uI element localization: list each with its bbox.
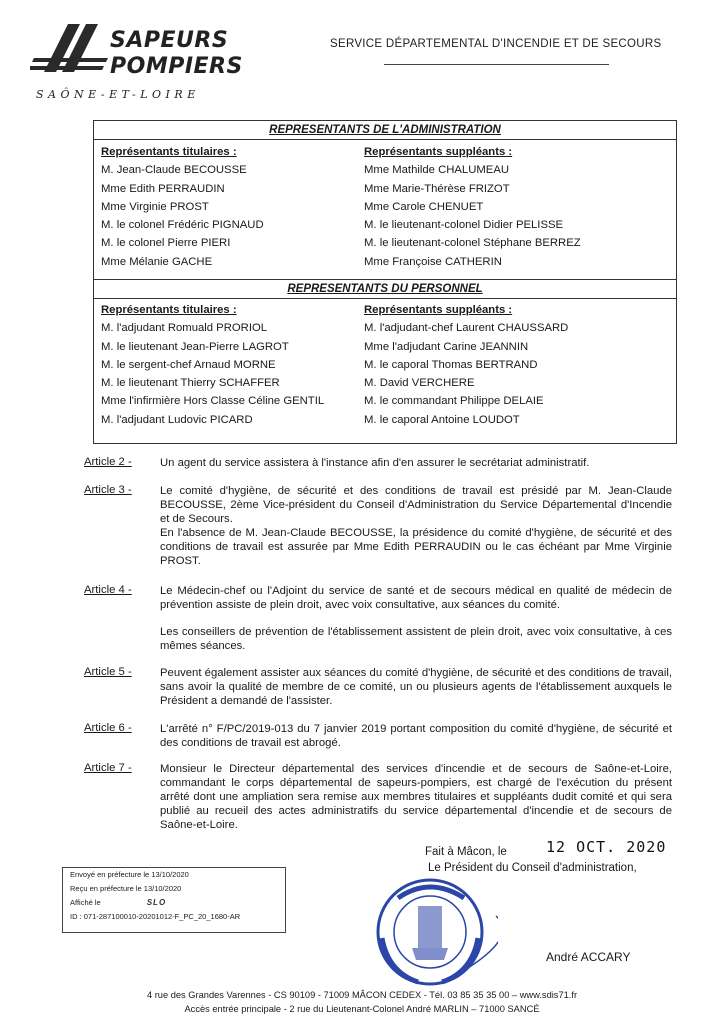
prefecture-received: Reçu en préfecture le 13/10/2020 <box>70 884 182 893</box>
signatory-name: André ACCARY <box>546 950 631 964</box>
article-paragraph: Le comité d'hygiène, de sécurité et des conditions de travail est présidé par M. Jean-Claude BECOUSSE, 2ème Vice-président du Conseil d'Administration du Service Départemental d'Incendie et de Secours. <box>160 485 672 525</box>
logo-text-pompiers: POMPIERS <box>110 54 243 79</box>
table-row: Mme Françoise CATHERIN <box>364 255 502 268</box>
article-3-text <box>160 484 672 568</box>
personnel-titulaires-column <box>101 301 324 429</box>
article-4-label: Article 4 - <box>84 584 132 596</box>
table-row: M. le lieutenant Jean-Pierre LAGROT <box>101 340 289 353</box>
table-row: Mme l'infirmière Hors Classe Céline GENTIL <box>101 395 325 408</box>
signature-place: Fait à Mâcon, le <box>425 846 507 858</box>
table-row: M. David VERCHERE <box>364 377 475 390</box>
table-row: M. l'adjudant-chef Laurent CHAUSSARD <box>364 322 569 335</box>
admin-suppleants-label: Représentants suppléants : <box>364 146 513 158</box>
personnel-suppleants-label: Représentants suppléants : <box>364 304 513 316</box>
prefecture-sent: Envoyé en préfecture le 13/10/2020 <box>70 870 189 879</box>
official-stamp-icon <box>368 876 498 988</box>
article-paragraph: Un agent du service assistera à l'instance afin d'en assurer le secrétariat administratif. <box>160 457 590 469</box>
prefecture-posted-label: Affiché le <box>70 898 101 907</box>
article-5-label: Article 5 - <box>84 666 132 678</box>
article-2-label: Article 2 - <box>84 456 132 468</box>
service-underline <box>384 64 609 65</box>
table-row: Mme Virginie PROST <box>101 200 209 213</box>
table-row: M. le sergent-chef Arnaud MORNE <box>101 358 276 371</box>
article-paragraph: En l'absence de M. Jean-Claude BECOUSSE, la présidence du comité d'hygiène, de sécurité et des conditions de travail est assurée par Mme Edith PERRAUDIN ou le cas échéant par Mme Virginie PROST. <box>160 527 672 567</box>
table-row: M. Jean-Claude BECOUSSE <box>101 164 247 177</box>
personnel-suppleants-column <box>364 301 568 429</box>
table-row: M. le lieutenant-colonel Didier PELISSE <box>364 219 564 232</box>
table-row: M. l'adjudant Ludovic PICARD <box>101 413 253 426</box>
table-row: M. le commandant Philippe DELAIE <box>364 395 544 408</box>
article-paragraph: L'arrêté n° F/PC/2019-013 du 7 janvier 2019 portant composition du comité d'hygiène, de sécurité et des conditions de travail est abrogé. <box>160 723 672 749</box>
sdis-logo <box>30 22 243 112</box>
article-paragraph: Les conseillers de prévention de l'établissement assistent de plein droit, avec voix consultative, à ces mêmes séances. <box>160 626 672 652</box>
article-6-text <box>160 722 672 750</box>
article-paragraph: Peuvent également assister aux séances du comité d'hygiène, de sécurité et des conditions de travail, sans avoir la qualité de membre de ce comité, un ou plusieurs agents de l'établissement auxquels le Président a demandé de l'assister. <box>160 667 672 707</box>
signature-role: Le Président du Conseil d'administration, <box>428 862 637 874</box>
personnel-titulaires-label: Représentants titulaires : <box>101 304 237 316</box>
article-6-label: Article 6 - <box>84 722 132 734</box>
article-7-label: Article 7 - <box>84 762 132 774</box>
article-7-text <box>160 762 672 832</box>
service-title: SERVICE DÉPARTEMENTAL D'INCENDIE ET DE SECOURS <box>330 38 662 50</box>
article-3-label: Article 3 - <box>84 484 132 496</box>
logo-text-sapeurs: SAPEURS <box>110 28 229 53</box>
table-row: M. l'adjudant Romuald PRORIOL <box>101 322 268 335</box>
prefecture-box <box>62 867 286 933</box>
article-2-text <box>160 456 672 470</box>
logo-stripes-icon <box>30 22 110 82</box>
article-4-text <box>160 584 672 612</box>
table-row: Mme Marie-Thérèse FRIZOT <box>364 182 510 195</box>
table-row: Mme l'adjudant Carine JEANNIN <box>364 340 529 353</box>
table-row: M. le colonel Frédéric PIGNAUD <box>101 219 264 232</box>
table-row: M. le colonel Pierre PIERI <box>101 237 231 250</box>
table-row: M. le lieutenant Thierry SCHAFFER <box>101 377 280 390</box>
table-row: Mme Mélanie GACHE <box>101 255 213 268</box>
signature-date-stamp: 12 OCT. 2020 <box>546 838 667 856</box>
admin-suppleants-column <box>364 143 581 271</box>
article-paragraph: Le Médecin-chef ou l'Adjoint du service de santé et de secours médical en qualité de médecin de prévention assiste de plein droit, avec voix consultative, aux séances du comité. <box>160 585 672 611</box>
prefecture-id: ID : 071-287100010-20201012-F_PC_20_1680-AR <box>70 912 241 921</box>
table-row: Mme Mathilde CHALUMEAU <box>364 164 510 177</box>
representatives-table <box>93 120 677 444</box>
article-paragraph: Monsieur le Directeur départemental des services d'incendie et de secours de Saône-et-Loire, commandant le corps départemental de sapeurs-pompiers, est chargé de l'exécution du présent arrêté dont une ampliation sera remise aux membres titulaires et suppléants dudit comité et qui sera publié au recueil des actes administratifs du service départemental d'incendie et de secours de Saône-et-Loire. <box>160 763 672 831</box>
table-row: M. le lieutenant-colonel Stéphane BERREZ <box>364 237 581 250</box>
article-5-text <box>160 666 672 708</box>
footer-access: Accès entrée principale - 2 rue du Lieutenant-Colonel André MARLIN – 71000 SANCÉ <box>184 1004 540 1014</box>
admin-titulaires-column <box>101 143 264 271</box>
prefecture-posted <box>70 896 285 910</box>
logo-text-region: SAÔNE-ET-LOIRE <box>36 88 200 101</box>
slo-mark: SLO <box>146 898 167 907</box>
article-4-continuation <box>160 625 672 653</box>
admin-section-title: REPRESENTANTS DE L'ADMINISTRATION <box>94 121 676 140</box>
table-row: Mme Edith PERRAUDIN <box>101 182 225 195</box>
table-row: M. le caporal Antoine LOUDOT <box>364 413 520 426</box>
personnel-section-title: REPRESENTANTS DU PERSONNEL <box>94 279 676 299</box>
table-row: M. le caporal Thomas BERTRAND <box>364 358 538 371</box>
admin-titulaires-label: Représentants titulaires : <box>101 146 237 158</box>
footer-address: 4 rue des Grandes Varennes - CS 90109 - 71009 MÂCON CEDEX - Tél. 03 85 35 35 00 – www.sdis71.fr <box>146 990 578 1000</box>
table-row: Mme Carole CHENUET <box>364 200 484 213</box>
